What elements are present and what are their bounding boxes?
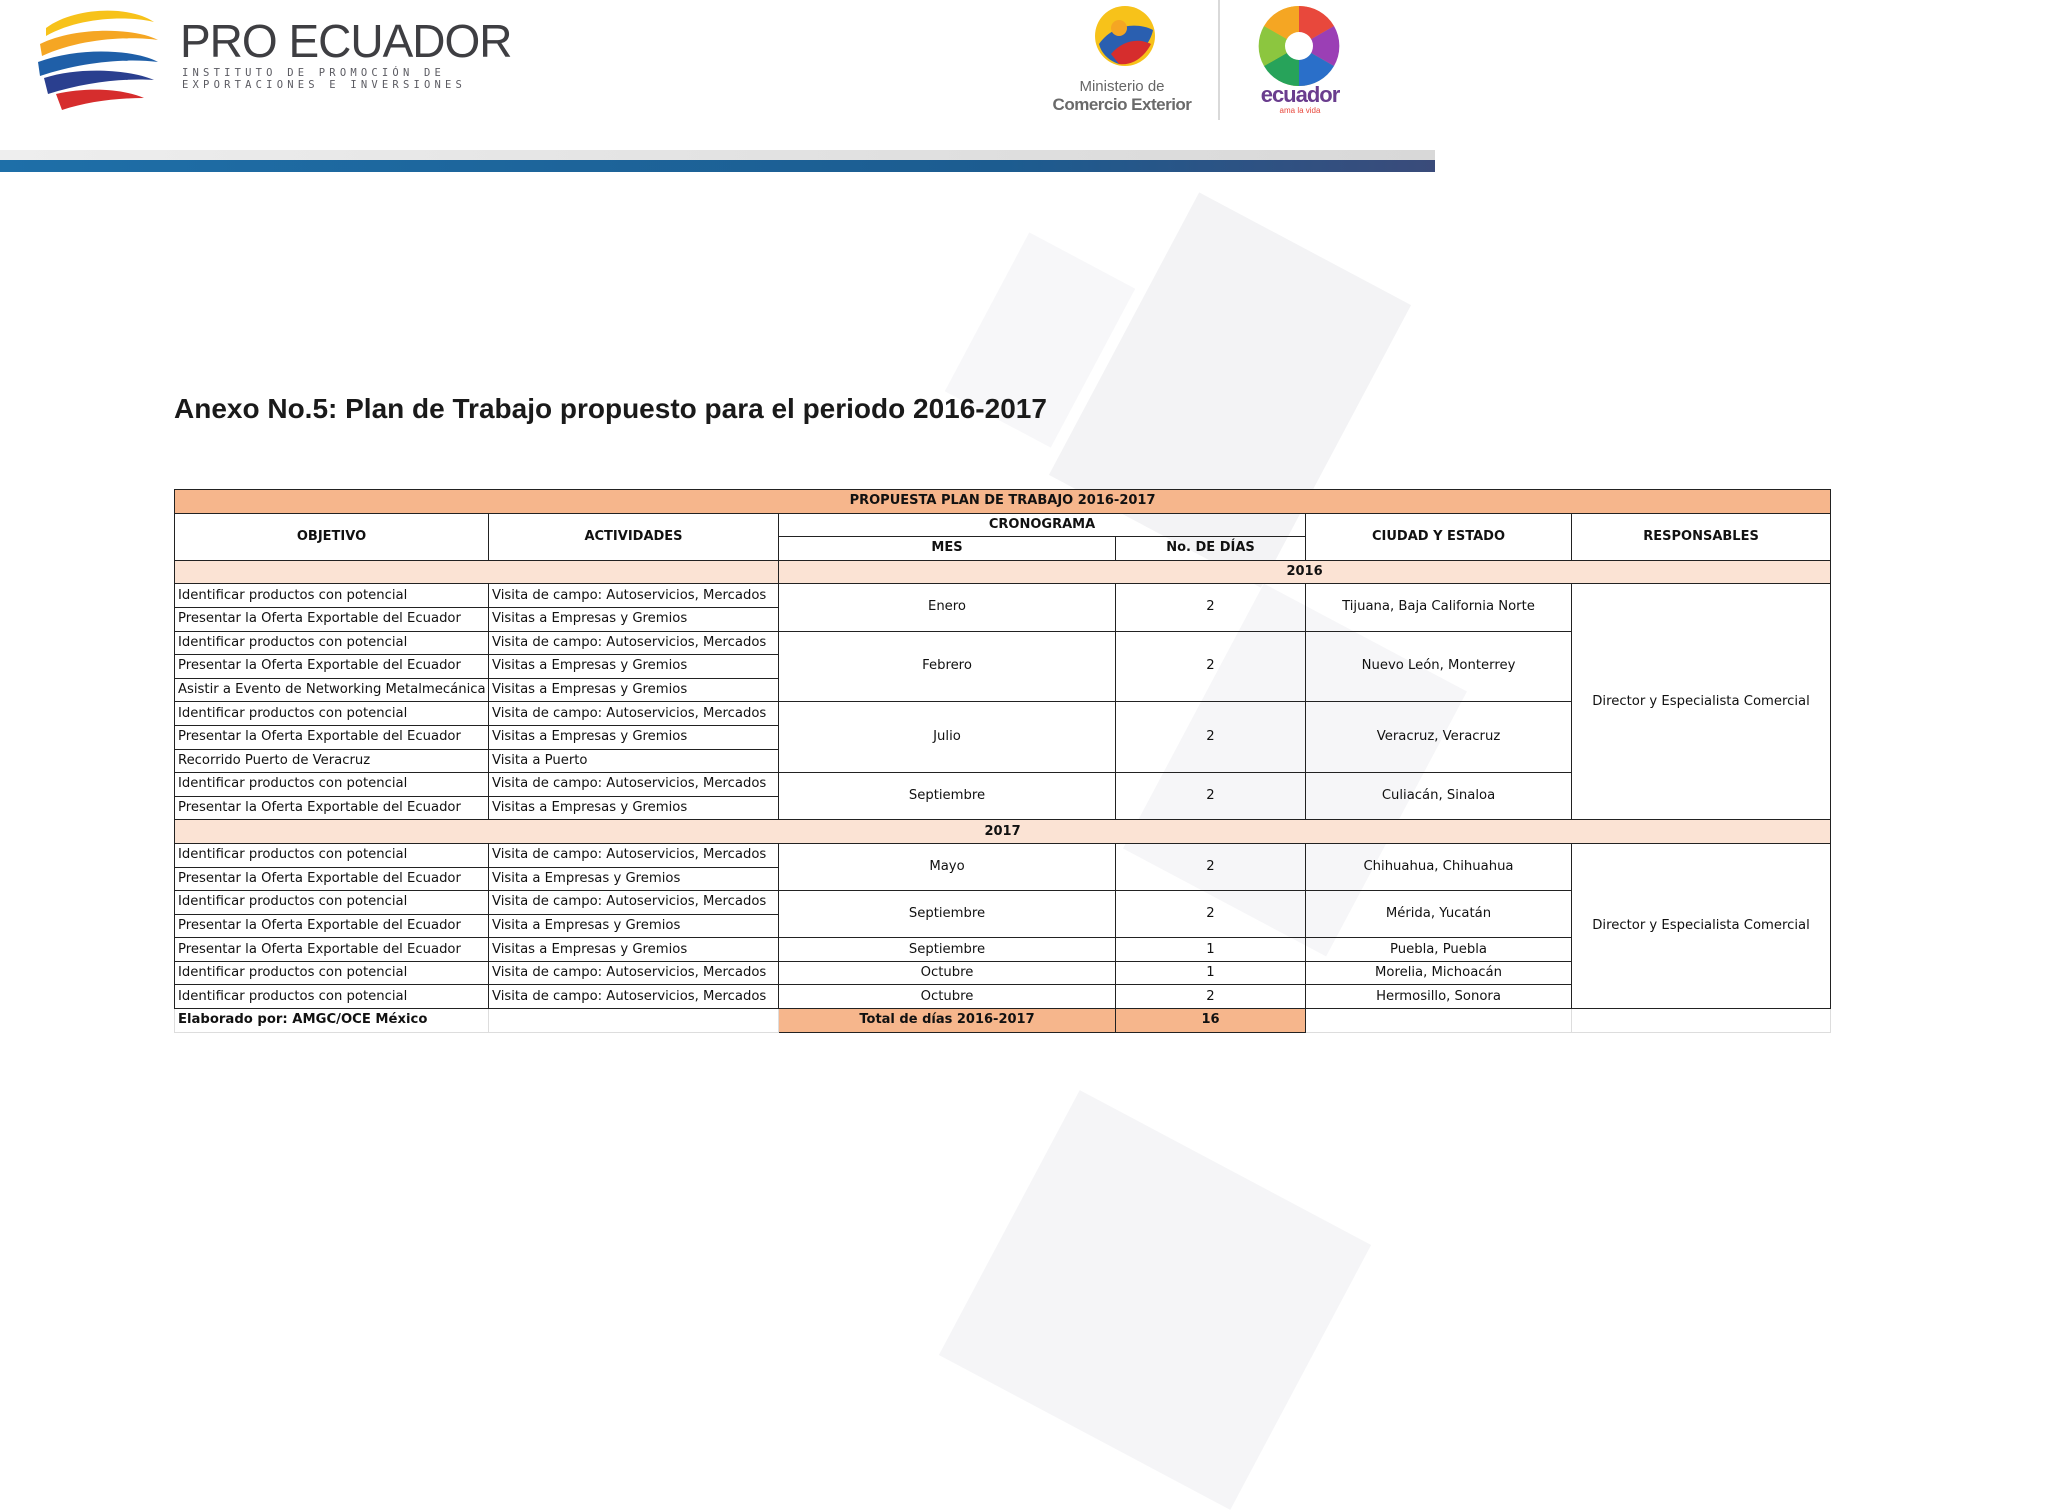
header-objetivo: OBJETIVO bbox=[175, 513, 489, 560]
objetivo-cell: Identificar productos con potencial bbox=[175, 631, 489, 655]
actividad-cell: Visita a Empresas y Gremios bbox=[489, 867, 779, 891]
objetivo-cell: Presentar la Oferta Exportable del Ecuador bbox=[175, 796, 489, 820]
responsables-cell: Director y Especialista Comercial bbox=[1572, 584, 1831, 820]
dias-cell: 2 bbox=[1116, 584, 1306, 631]
objetivo-cell: Presentar la Oferta Exportable del Ecuador bbox=[175, 725, 489, 749]
actividad-cell: Visita de campo: Autoservicios, Mercados bbox=[489, 631, 779, 655]
ciudad-cell: Culiacán, Sinaloa bbox=[1306, 773, 1572, 820]
actividad-cell: Visitas a Empresas y Gremios bbox=[489, 796, 779, 820]
objetivo-cell: Recorrido Puerto de Veracruz bbox=[175, 749, 489, 773]
work-plan-table bbox=[174, 489, 1831, 1033]
mes-cell: Febrero bbox=[779, 631, 1116, 702]
actividad-cell: Visitas a Empresas y Gremios bbox=[489, 607, 779, 631]
objetivo-cell: Presentar la Oferta Exportable del Ecuador bbox=[175, 655, 489, 679]
objetivo-cell: Identificar productos con potencial bbox=[175, 985, 489, 1009]
total-value: 16 bbox=[1116, 1009, 1306, 1033]
mes-cell: Octubre bbox=[779, 961, 1116, 985]
responsables-cell: Director y Especialista Comercial bbox=[1572, 843, 1831, 1008]
ministry-logo bbox=[1093, 4, 1157, 68]
table-row bbox=[175, 584, 1831, 608]
ciudad-cell: Tijuana, Baja California Norte bbox=[1306, 584, 1572, 631]
actividad-cell: Visita de campo: Autoservicios, Mercados bbox=[489, 773, 779, 797]
brand-subtitle: EXPORTACIONES E INVERSIONES bbox=[182, 79, 467, 91]
footer-blank bbox=[1572, 1009, 1831, 1033]
brand-title: PRO ECUADOR bbox=[180, 15, 512, 67]
actividad-cell: Visita de campo: Autoservicios, Mercados bbox=[489, 891, 779, 915]
header-dias: No. DE DÍAS bbox=[1116, 537, 1306, 561]
header-cronograma: CRONOGRAMA bbox=[779, 513, 1306, 537]
ecuador-brand-tagline: ama la vida bbox=[1279, 106, 1321, 115]
actividad-cell: Visita de campo: Autoservicios, Mercados bbox=[489, 584, 779, 608]
ciudad-cell: Nuevo León, Monterrey bbox=[1306, 631, 1572, 702]
dias-cell: 2 bbox=[1116, 702, 1306, 773]
mes-cell: Enero bbox=[779, 584, 1116, 631]
mes-cell: Septiembre bbox=[779, 773, 1116, 820]
dias-cell: 2 bbox=[1116, 773, 1306, 820]
objetivo-cell: Presentar la Oferta Exportable del Ecuador bbox=[175, 607, 489, 631]
table-footer-row bbox=[175, 1009, 1831, 1033]
ciudad-cell: Hermosillo, Sonora bbox=[1306, 985, 1572, 1009]
brand-subtitle: INSTITUTO DE PROMOCIÓN DE bbox=[182, 67, 446, 79]
dias-cell: 2 bbox=[1116, 891, 1306, 938]
mes-cell: Mayo bbox=[779, 843, 1116, 890]
mes-cell: Julio bbox=[779, 702, 1116, 773]
ciudad-cell: Chihuahua, Chihuahua bbox=[1306, 843, 1572, 890]
objetivo-cell: Asistir a Evento de Networking Metalmecánica bbox=[175, 678, 489, 702]
header-ciudad: CIUDAD Y ESTADO bbox=[1306, 513, 1572, 560]
actividad-cell: Visitas a Empresas y Gremios bbox=[489, 678, 779, 702]
year-row-blank bbox=[175, 560, 779, 584]
header-bar bbox=[0, 150, 1435, 160]
year-label: 2017 bbox=[175, 820, 1831, 844]
ciudad-cell: Morelia, Michoacán bbox=[1306, 961, 1572, 985]
elaborado-por: Elaborado por: AMGC/OCE México bbox=[175, 1009, 489, 1033]
actividad-cell: Visita de campo: Autoservicios, Mercados bbox=[489, 843, 779, 867]
table-caption: PROPUESTA PLAN DE TRABAJO 2016-2017 bbox=[175, 490, 1831, 514]
actividad-cell: Visita a Puerto bbox=[489, 749, 779, 773]
header-divider bbox=[1218, 0, 1220, 120]
actividad-cell: Visita de campo: Autoservicios, Mercados bbox=[489, 702, 779, 726]
ciudad-cell: Mérida, Yucatán bbox=[1306, 891, 1572, 938]
footer-blank bbox=[489, 1009, 779, 1033]
objetivo-cell: Identificar productos con potencial bbox=[175, 584, 489, 608]
year-label: 2016 bbox=[779, 560, 1831, 584]
header-responsables: RESPONSABLES bbox=[1572, 513, 1831, 560]
objetivo-cell: Identificar productos con potencial bbox=[175, 773, 489, 797]
dias-cell: 2 bbox=[1116, 985, 1306, 1009]
objetivo-cell: Identificar productos con potencial bbox=[175, 961, 489, 985]
header-mes: MES bbox=[779, 537, 1116, 561]
actividad-cell: Visitas a Empresas y Gremios bbox=[489, 725, 779, 749]
mes-cell: Septiembre bbox=[779, 938, 1116, 962]
ecuador-brand-logo bbox=[1257, 4, 1341, 88]
ministry-name: Ministerio de bbox=[1079, 78, 1165, 95]
actividad-cell: Visita de campo: Autoservicios, Mercados bbox=[489, 961, 779, 985]
page-title: Anexo No.5: Plan de Trabajo propuesto para el periodo 2016-2017 bbox=[174, 393, 1047, 424]
objetivo-cell: Presentar la Oferta Exportable del Ecuador bbox=[175, 914, 489, 938]
objetivo-cell: Presentar la Oferta Exportable del Ecuador bbox=[175, 867, 489, 891]
footer-blank bbox=[1306, 1009, 1572, 1033]
total-label: Total de días 2016-2017 bbox=[779, 1009, 1116, 1033]
dias-cell: 1 bbox=[1116, 961, 1306, 985]
dias-cell: 2 bbox=[1116, 631, 1306, 702]
header-bar bbox=[0, 160, 1435, 172]
ecuador-brand-text: ecuador bbox=[1260, 82, 1340, 107]
table-row bbox=[175, 843, 1831, 867]
ministry-name: Comercio Exterior bbox=[1052, 95, 1192, 114]
dias-cell: 2 bbox=[1116, 843, 1306, 890]
actividad-cell: Visitas a Empresas y Gremios bbox=[489, 655, 779, 679]
mes-cell: Octubre bbox=[779, 985, 1116, 1009]
objetivo-cell: Identificar productos con potencial bbox=[175, 891, 489, 915]
actividad-cell: Visita a Empresas y Gremios bbox=[489, 914, 779, 938]
objetivo-cell: Identificar productos con potencial bbox=[175, 843, 489, 867]
actividad-cell: Visita de campo: Autoservicios, Mercados bbox=[489, 985, 779, 1009]
objetivo-cell: Identificar productos con potencial bbox=[175, 702, 489, 726]
objetivo-cell: Presentar la Oferta Exportable del Ecuador bbox=[175, 938, 489, 962]
header-actividades: ACTIVIDADES bbox=[489, 513, 779, 560]
mes-cell: Septiembre bbox=[779, 891, 1116, 938]
pro-ecuador-logo bbox=[36, 6, 161, 116]
ciudad-cell: Veracruz, Veracruz bbox=[1306, 702, 1572, 773]
dias-cell: 1 bbox=[1116, 938, 1306, 962]
ciudad-cell: Puebla, Puebla bbox=[1306, 938, 1572, 962]
actividad-cell: Visitas a Empresas y Gremios bbox=[489, 938, 779, 962]
